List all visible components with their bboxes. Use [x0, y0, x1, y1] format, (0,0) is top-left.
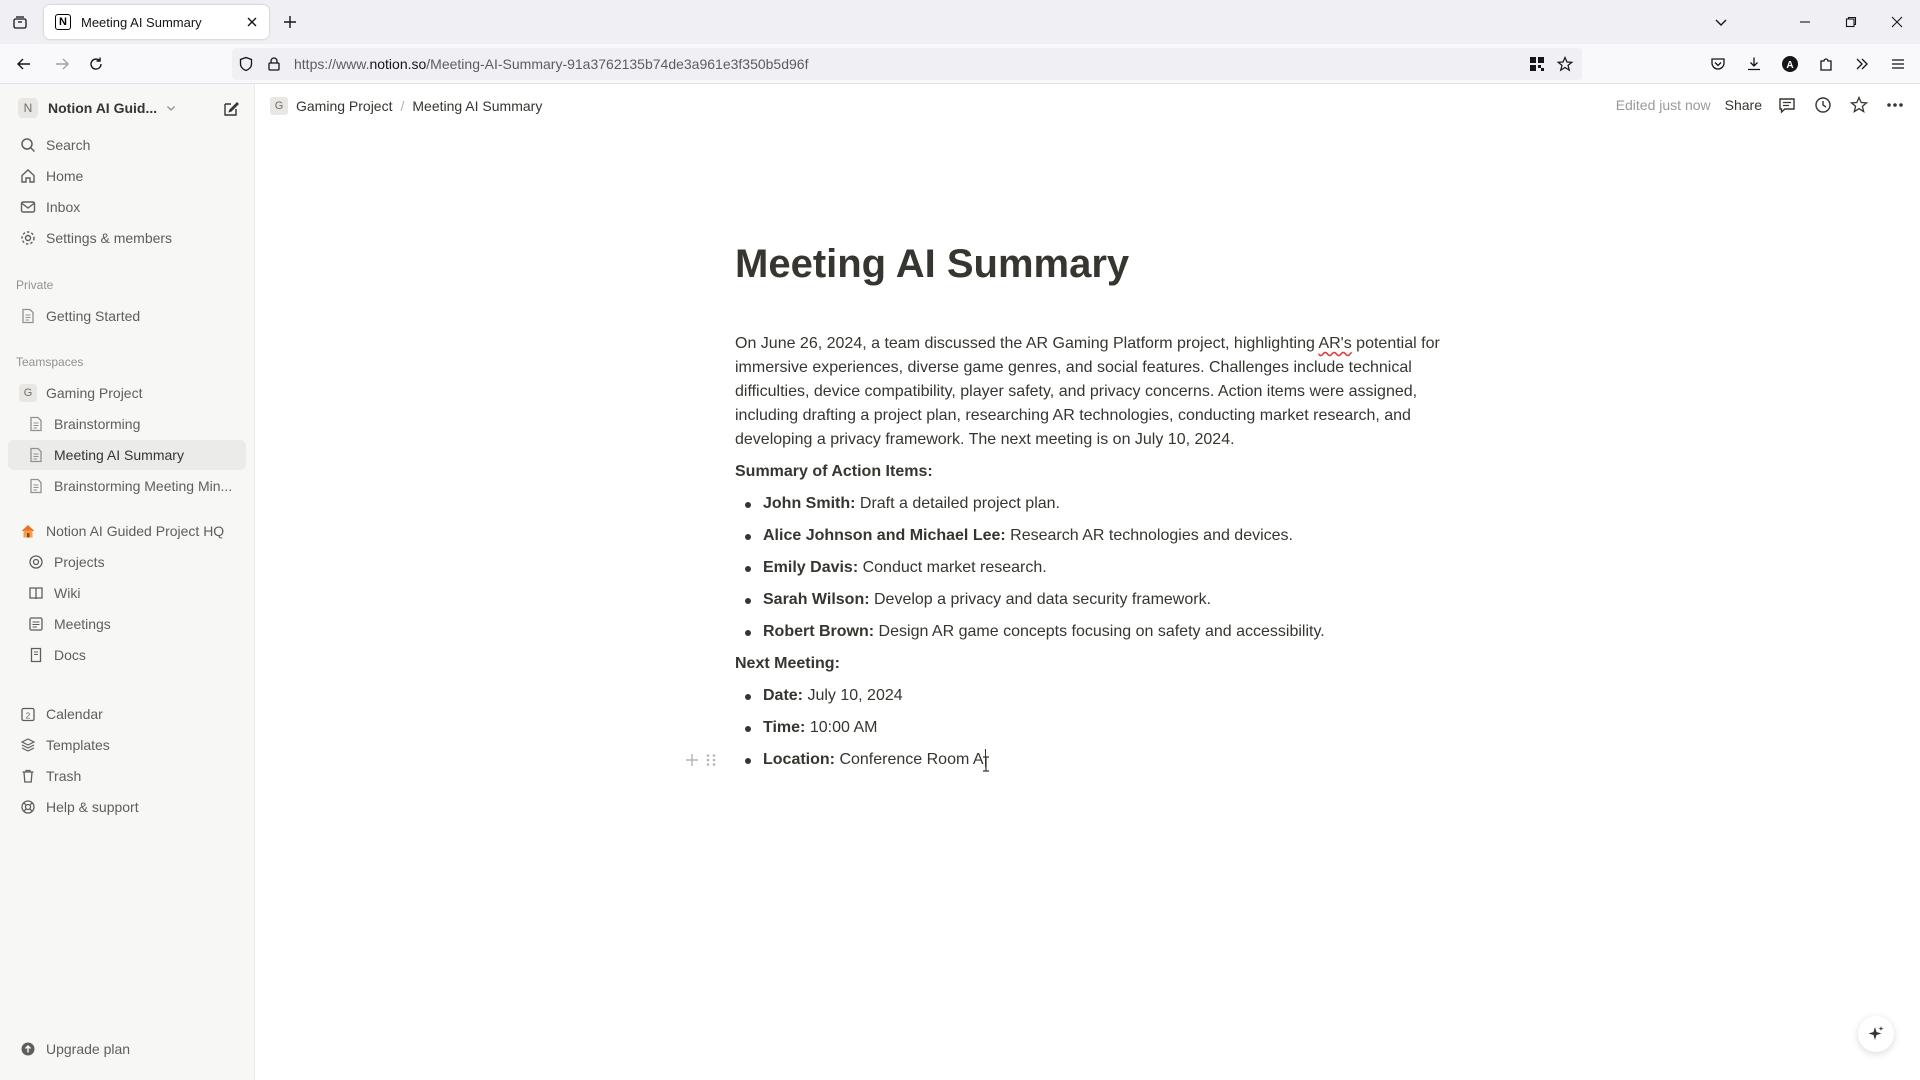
summary-text-part: potential for immersive experiences, diverse game genres, and social features. Challenges include technical difficulties, device compatibility, player safety, and privacy concerns. Action items were assigned, including drafting a project plan, researching AR technologies, conducting market research, and developing a privacy framework. The next meeting is on July 10, 2024. — [735, 335, 1440, 448]
list-item[interactable] — [735, 748, 1455, 772]
back-icon[interactable] — [12, 52, 36, 76]
gear-icon — [18, 228, 38, 248]
notion-favicon-icon: N — [55, 14, 71, 30]
sidebar-item-label: Calendar — [46, 706, 103, 722]
favorite-star-icon[interactable] — [1848, 94, 1870, 116]
restore-window-icon[interactable] — [1828, 0, 1874, 44]
drag-handle-icon[interactable] — [705, 753, 717, 767]
teamspace-badge — [18, 383, 38, 403]
breadcrumb-parent[interactable]: Gaming Project — [296, 98, 393, 114]
field-value: July 10, 2024 — [803, 687, 903, 704]
app-menu-icon[interactable] — [1884, 52, 1912, 76]
extensions-icon[interactable] — [1812, 52, 1840, 76]
teamspace-badge-letter: G — [19, 384, 37, 402]
search-icon — [18, 135, 38, 155]
workspace-name: Notion AI Guid... — [48, 100, 158, 116]
page-content — [735, 240, 1455, 780]
add-block-icon[interactable] — [685, 753, 699, 767]
history-icon[interactable] — [1812, 94, 1834, 116]
sidebar-item-label: Meeting AI Summary — [54, 447, 184, 463]
sidebar-item-brainstorming-meeting-minutes[interactable] — [8, 471, 246, 501]
breadcrumb — [270, 97, 542, 115]
assignee: Emily Davis: — [763, 559, 859, 576]
assignee: Robert Brown: — [763, 623, 875, 640]
sidebar-item-help[interactable] — [8, 792, 246, 822]
house-emoji-icon — [18, 521, 38, 541]
field-key: Date: — [763, 687, 804, 704]
book-icon — [26, 583, 46, 603]
sidebar-item-label: Trash — [46, 768, 82, 784]
workspace-avatar: N — [18, 98, 38, 118]
inbox-icon — [18, 197, 38, 217]
templates-icon — [18, 735, 38, 755]
sidebar-item-label: Brainstorming Meeting Min... — [54, 478, 233, 494]
tracking-protection-icon[interactable] — [238, 56, 254, 72]
sidebar-item-meeting-ai-summary[interactable] — [8, 440, 246, 470]
sidebar-item-label: Search — [46, 137, 91, 153]
list-icon — [26, 614, 46, 634]
sidebar-item-label: Docs — [54, 647, 86, 663]
doc-icon — [26, 645, 46, 665]
edited-status: Edited just now — [1615, 97, 1711, 113]
sidebar-item-inbox[interactable] — [8, 192, 246, 222]
minimize-window-icon[interactable] — [1782, 0, 1828, 44]
tab-close-icon[interactable] — [241, 11, 263, 33]
field-key: Time: — [763, 719, 806, 736]
lock-icon[interactable] — [266, 56, 282, 72]
assignee: John Smith: — [763, 495, 856, 512]
sidebar-item-search[interactable] — [8, 130, 246, 160]
close-window-icon[interactable] — [1874, 0, 1920, 44]
workspace-switcher[interactable] — [8, 92, 238, 124]
sidebar-item-trash[interactable] — [8, 761, 246, 791]
task: Conduct market research. — [858, 559, 1047, 576]
page-topbar — [256, 84, 1920, 130]
tab-title: Meeting AI Summary — [81, 14, 202, 30]
notion-ai-sparkle-button[interactable] — [1858, 1016, 1894, 1052]
field-value: Conference Room A — [835, 751, 984, 768]
sidebar-item-docs[interactable] — [8, 640, 246, 670]
browser-tab-bar — [0, 0, 1920, 44]
sidebar-item-label: Templates — [46, 737, 110, 753]
action-items-heading[interactable]: Summary of Action Items: — [735, 463, 933, 480]
list-item[interactable] — [735, 556, 1455, 580]
list-item[interactable] — [735, 524, 1455, 548]
browser-tab-active[interactable] — [44, 5, 269, 39]
breadcrumb-current[interactable]: Meeting AI Summary — [412, 98, 543, 114]
url-bar[interactable] — [232, 48, 1582, 80]
page-icon — [26, 445, 46, 465]
browser-nav-bar — [0, 44, 1920, 84]
trash-icon — [18, 766, 38, 786]
task: Design AR game concepts focusing on safety and accessibility. — [874, 623, 1325, 640]
sidebar-item-label: Inbox — [46, 199, 81, 215]
assignee: Alice Johnson and Michael Lee: — [763, 527, 1006, 544]
sidebar-item-gaming-project[interactable] — [8, 378, 246, 408]
list-item[interactable] — [735, 684, 1455, 708]
task: Research AR technologies and devices. — [1005, 527, 1293, 544]
sidebar-item-home[interactable] — [8, 161, 246, 191]
bookmark-star-icon[interactable] — [1556, 55, 1574, 73]
chevron-down-icon — [165, 102, 177, 114]
help-icon — [18, 797, 38, 817]
list-item[interactable] — [735, 588, 1455, 612]
svg-text:A: A — [1786, 60, 1794, 71]
new-tab-icon[interactable] — [279, 11, 301, 33]
sidebar-item-label: Getting Started — [46, 308, 141, 324]
private-section-label: Private — [16, 278, 54, 292]
pocket-icon[interactable] — [1704, 52, 1732, 76]
sidebar-item-label: Gaming Project — [46, 385, 143, 401]
teamspaces-section-label: Teamspaces — [16, 355, 84, 369]
page-icon — [26, 476, 46, 496]
field-key: Location: — [763, 751, 835, 768]
url-text: https://www.notion.so/Meeting-AI-Summary-91a3762135b74de3a961e3f350b5d96f — [294, 56, 809, 72]
sidebar-item-meetings[interactable] — [8, 609, 246, 639]
sidebar-item-label: Meetings — [54, 616, 111, 632]
page-title[interactable]: Meeting AI Summary — [735, 242, 1130, 286]
sidebar-item-getting-started[interactable] — [8, 301, 246, 331]
page-icon — [18, 306, 38, 326]
sidebar-item-label: Settings & members — [46, 230, 173, 246]
share-button[interactable]: Share — [1724, 97, 1762, 113]
downloads-icon[interactable] — [1740, 52, 1768, 76]
forward-icon[interactable] — [50, 52, 74, 76]
upgrade-plan-button[interactable] — [8, 1034, 246, 1064]
home-icon — [18, 166, 38, 186]
assignee: Sarah Wilson: — [763, 591, 870, 608]
breadcrumb-separator: / — [400, 98, 405, 114]
summary-paragraph[interactable] — [735, 332, 1455, 452]
sidebar-item-project-hq[interactable] — [8, 516, 246, 546]
more-options-icon[interactable] — [1884, 94, 1906, 116]
list-all-tabs-icon[interactable] — [1710, 11, 1732, 33]
svg-text:2: 2 — [25, 711, 31, 721]
sidebar-item-brainstorming[interactable] — [8, 409, 246, 439]
sidebar-item-label: Help & support — [46, 799, 139, 815]
spellcheck-word: AR's — [1318, 335, 1352, 352]
sidebar-item-label: Home — [46, 168, 84, 184]
sidebar-item-label: Wiki — [54, 585, 81, 601]
task: Draft a detailed project plan. — [855, 495, 1060, 512]
breadcrumb-teamspace-badge: G — [270, 97, 288, 115]
sidebar-item-calendar[interactable] — [8, 699, 246, 729]
action-items-list — [735, 492, 1455, 644]
sidebar-item-label: Projects — [54, 554, 105, 570]
account-icon[interactable] — [1776, 52, 1804, 76]
sidebar-item-label: Notion AI Guided Project HQ — [46, 523, 225, 539]
summary-text-part: On June 26, 2024, a team discussed the AR Gaming Platform project, highlighting — [735, 335, 1319, 352]
more-tools-chevrons-icon[interactable] — [1848, 52, 1876, 76]
qr-code-icon[interactable] — [1528, 55, 1546, 73]
task: Develop a privacy and data security framework. — [869, 591, 1212, 608]
tab-list-icon[interactable] — [8, 10, 32, 34]
list-item[interactable] — [735, 716, 1455, 740]
list-item[interactable] — [735, 620, 1455, 644]
upgrade-arrow-icon — [18, 1039, 38, 1059]
sidebar-item-label: Brainstorming — [54, 416, 141, 432]
text-cursor-icon — [982, 756, 990, 772]
sidebar-item-wiki[interactable] — [8, 578, 246, 608]
reload-icon[interactable] — [84, 52, 108, 76]
comments-icon[interactable] — [1776, 94, 1798, 116]
list-item[interactable] — [735, 492, 1455, 516]
sidebar-item-settings[interactable] — [8, 223, 246, 253]
calendar-icon — [18, 704, 38, 724]
next-meeting-list — [735, 684, 1455, 772]
next-meeting-heading[interactable]: Next Meeting: — [735, 655, 840, 672]
upgrade-plan-label: Upgrade plan — [46, 1041, 131, 1057]
target-icon — [26, 552, 46, 572]
page-icon — [26, 414, 46, 434]
field-value: 10:00 AM — [805, 719, 878, 736]
sidebar-item-templates[interactable] — [8, 730, 246, 760]
new-page-icon[interactable] — [220, 98, 242, 120]
sidebar-item-projects[interactable] — [8, 547, 246, 577]
sidebar — [0, 84, 255, 1080]
